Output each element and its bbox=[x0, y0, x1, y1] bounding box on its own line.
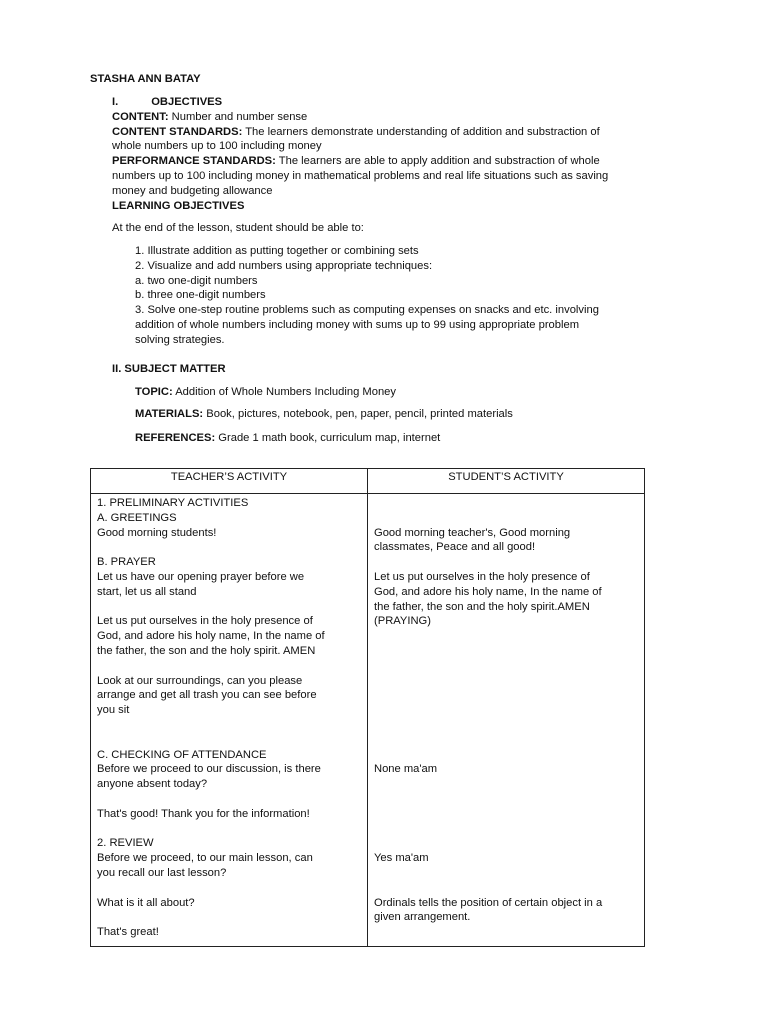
performance-standards-line-2: numbers up to 100 including money in mathematical problems and real life situations such as saving bbox=[112, 169, 609, 182]
list-item: solving strategies. bbox=[135, 333, 225, 346]
teacher-line: the father, the son and the holy spirit. AMEN bbox=[97, 644, 316, 657]
subject-matter-heading: II. SUBJECT MATTER bbox=[112, 363, 226, 375]
objectives-intro: At the end of the lesson, student should be able to: bbox=[112, 222, 364, 234]
table-header-row bbox=[91, 469, 645, 494]
student-line: None ma'am bbox=[374, 763, 438, 776]
teacher-line: A. GREETINGS bbox=[97, 511, 177, 524]
content-standards-line-2: whole numbers up to 100 including money bbox=[112, 140, 322, 153]
objectives-section bbox=[112, 95, 687, 213]
teacher-line: Let us have our opening prayer before we bbox=[97, 570, 305, 583]
materials-line: MATERIALS: Book, pictures, notebook, pen, paper, pencil, printed materials bbox=[135, 408, 513, 420]
list-item: 1. Illustrate addition as putting together or combining sets bbox=[135, 245, 419, 257]
student-line: classmates, Peace and all good! bbox=[374, 541, 536, 554]
student-activity-header: STUDENT’S ACTIVITY bbox=[368, 469, 645, 494]
student-line: Yes ma'am bbox=[374, 852, 429, 865]
learning-objectives-heading: LEARNING OBJECTIVES bbox=[112, 199, 245, 212]
student-line: (PRAYING) bbox=[374, 615, 431, 628]
objectives-heading: I. OBJECTIVES bbox=[112, 96, 223, 108]
list-item: a. two one-digit numbers bbox=[135, 274, 258, 287]
teacher-line: Let us put ourselves in the holy presence of bbox=[97, 615, 313, 628]
topic-line: TOPIC: Addition of Whole Numbers Including Money bbox=[135, 386, 396, 398]
table-row bbox=[91, 494, 645, 947]
teacher-line: What is it all about? bbox=[97, 896, 195, 909]
student-line: Let us put ourselves in the holy presence of bbox=[374, 570, 590, 583]
teacher-line: B. PRAYER bbox=[97, 556, 156, 569]
teacher-line: arrange and get all trash you can see before bbox=[97, 689, 317, 702]
list-item: 2. Visualize and add numbers using appropriate techniques: bbox=[135, 259, 433, 272]
list-item: b. three one-digit numbers bbox=[135, 289, 266, 302]
list-item: addition of whole numbers including money with sums up to 99 using appropriate problem bbox=[135, 318, 580, 331]
list-item: 3. Solve one-step routine problems such as computing expenses on snacks and etc. involving bbox=[135, 304, 599, 317]
performance-standards-line-3: money and budgeting allowance bbox=[112, 184, 273, 197]
teacher-line: anyone absent today? bbox=[97, 778, 208, 791]
teacher-line: you recall our last lesson? bbox=[97, 866, 227, 879]
teacher-line: God, and adore his holy name, In the name of bbox=[97, 630, 325, 643]
objectives-list bbox=[135, 244, 695, 348]
teacher-line: 1. PRELIMINARY ACTIVITIES bbox=[97, 497, 249, 509]
teacher-line: Good morning students! bbox=[97, 526, 217, 539]
teacher-line: you sit bbox=[97, 704, 130, 717]
student-line: Ordinals tells the position of certain object in a bbox=[374, 896, 603, 909]
teacher-line: That's great! bbox=[97, 926, 159, 939]
teacher-line: Before we proceed, to our main lesson, can bbox=[97, 852, 313, 865]
teacher-line: start, let us all stand bbox=[97, 585, 197, 598]
activity-table bbox=[90, 468, 645, 947]
content-line: CONTENT: Number and number sense bbox=[112, 110, 308, 123]
student-line: Good morning teacher's, Good morning bbox=[374, 526, 571, 539]
student-line: the father, the son and the holy spirit.AMEN bbox=[374, 600, 590, 613]
teacher-activity-cell bbox=[91, 494, 368, 947]
references-line: REFERENCES: Grade 1 math book, curriculum map, internet bbox=[135, 432, 441, 444]
performance-standards-line: PERFORMANCE STANDARDS: The learners are able to apply addition and substraction of whole bbox=[112, 155, 600, 168]
teacher-line: Before we proceed to our discussion, is there bbox=[97, 763, 321, 776]
student-line: given arrangement. bbox=[374, 911, 471, 924]
content-standards-line: CONTENT STANDARDS: The learners demonstrate understanding of addition and substraction of bbox=[112, 125, 600, 138]
author-name: STASHA ANN BATAY bbox=[90, 73, 201, 85]
teacher-line: Look at our surroundings, can you please bbox=[97, 674, 303, 687]
teacher-line: C. CHECKING OF ATTENDANCE bbox=[97, 748, 267, 761]
teacher-line: That's good! Thank you for the information! bbox=[97, 807, 310, 820]
teacher-line: 2. REVIEW bbox=[97, 837, 154, 850]
teacher-activity-header: TEACHER’S ACTIVITY bbox=[91, 469, 368, 494]
student-activity-cell bbox=[368, 494, 645, 947]
student-line: God, and adore his holy name, In the name of bbox=[374, 585, 602, 598]
